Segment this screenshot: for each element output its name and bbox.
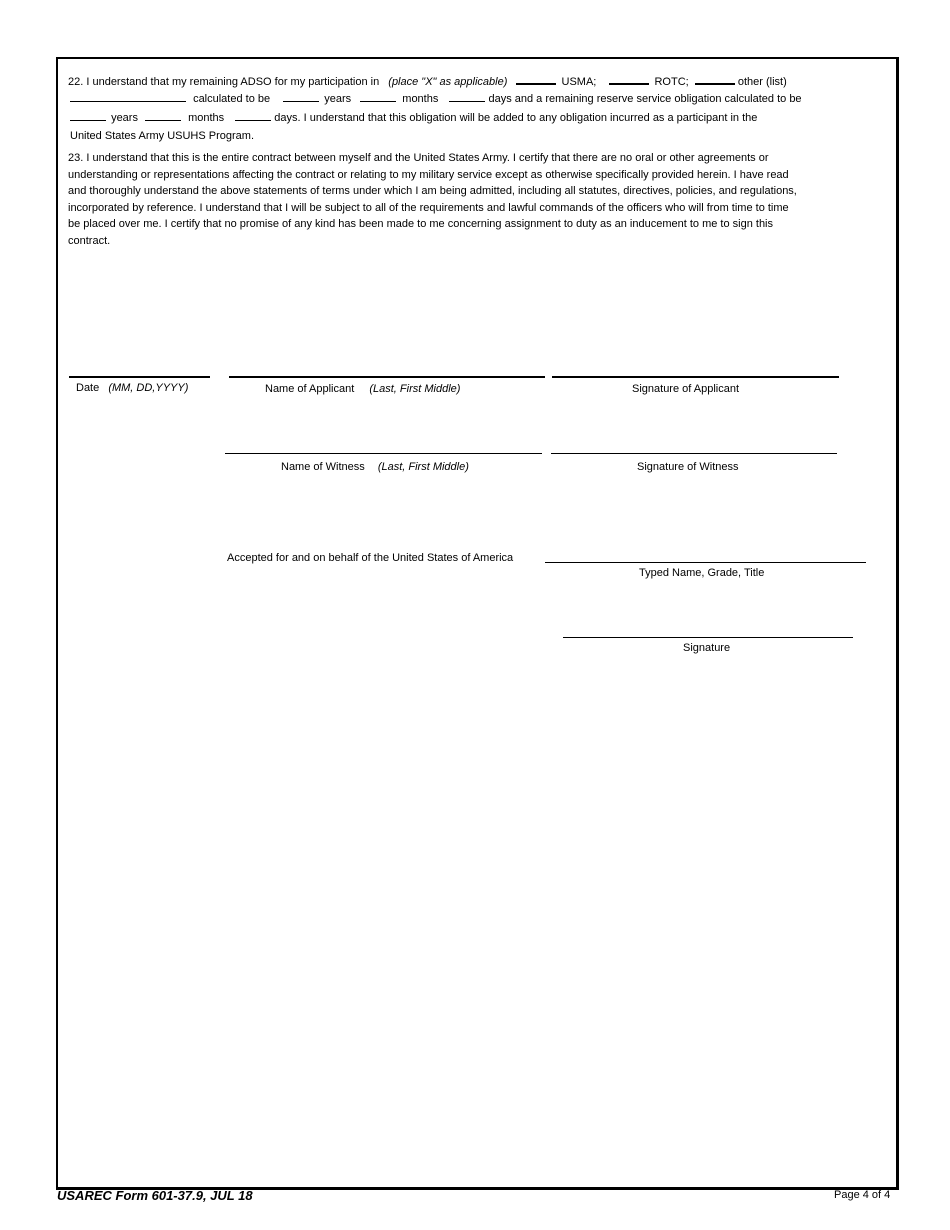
rotc-label: ROTC; <box>654 76 689 88</box>
item22-line1 <box>68 73 787 89</box>
item23-line: be placed over me. I certify that no promise of any kind has been made to me concerning assignment to duty as an inducement to me to sign this <box>68 218 773 230</box>
reserve-years-label: years <box>111 112 138 124</box>
item22-instruction: (place "X" as applicable) <box>388 76 508 88</box>
date-format: (MM, DD,YYYY) <box>108 382 189 394</box>
witness-signature-line[interactable] <box>551 453 837 454</box>
applicant-name-caption <box>265 383 460 396</box>
witness-name-caption <box>281 461 469 474</box>
reserve-months-blank[interactable] <box>145 110 181 121</box>
reserve-years-blank[interactable] <box>70 110 106 121</box>
witness-name-line[interactable] <box>225 453 542 454</box>
applicant-name-line[interactable] <box>229 376 545 378</box>
applicant-signature-label: Signature of Applicant <box>632 383 740 395</box>
program-text: United States Army USUHS Program. <box>70 130 255 142</box>
page-number: Page 4 of 4 <box>834 1189 891 1201</box>
applicant-name-label: Name of Applicant <box>265 383 355 395</box>
reserve-days-blank[interactable] <box>235 110 271 121</box>
other-label: other (list) <box>737 76 787 88</box>
item22-line2 <box>70 91 802 106</box>
adso-months-label: months <box>402 93 439 105</box>
applicant-signature-line[interactable] <box>552 376 839 378</box>
rotc-blank[interactable] <box>609 73 649 85</box>
witness-name-label: Name of Witness <box>281 461 365 473</box>
item22-line3 <box>70 110 757 125</box>
item23-line: 23. I understand that this is the entire contract between myself and the United States Army. I certify that there are no oral or other agreements or <box>68 152 769 164</box>
applicant-name-format: (Last, First Middle) <box>369 383 461 395</box>
adso-months-blank[interactable] <box>360 91 396 102</box>
typed-name-line[interactable] <box>545 562 866 563</box>
date-caption <box>76 382 188 395</box>
accepted-label: Accepted for and on behalf of the United States of America <box>227 552 514 564</box>
item23-paragraph <box>68 150 838 249</box>
usma-blank[interactable] <box>516 73 556 85</box>
adso-years-label: years <box>324 93 352 105</box>
obligation-text: days. I understand that this obligation will be added to any obligation incurred as a participant in the <box>274 112 758 124</box>
calc-label: calculated to be <box>193 93 271 105</box>
other-list-blank[interactable] <box>70 91 186 102</box>
item23-line: and thoroughly understand the above statements of terms under which I am being admitted, including all statutes, directives, policies, and regulations, <box>68 185 797 197</box>
adso-years-blank[interactable] <box>283 91 319 102</box>
form-id: USAREC Form 601-37.9, JUL 18 <box>57 1188 253 1203</box>
other-blank[interactable] <box>695 73 735 85</box>
date-label: Date <box>76 382 100 394</box>
witness-signature-label: Signature of Witness <box>637 461 739 473</box>
witness-name-format: (Last, First Middle) <box>377 461 469 473</box>
official-signature-line[interactable] <box>563 637 853 638</box>
usma-label: USMA; <box>561 76 597 88</box>
adso-days-blank[interactable] <box>449 91 485 102</box>
item22-intro: 22. I understand that my remaining ADSO for my participation in <box>68 76 380 88</box>
typed-name-label: Typed Name, Grade, Title <box>639 567 765 579</box>
date-line[interactable] <box>69 376 210 378</box>
reserve-text: days and a remaining reserve service obligation calculated to be <box>488 93 802 105</box>
official-signature-label: Signature <box>683 642 731 654</box>
item23-line: incorporated by reference. I understand that I will be subject to all of the requirements and lawful commands of the officers who will from time to time <box>68 201 789 214</box>
reserve-months-label: months <box>188 112 225 124</box>
item23-line: understanding or representations affecting the contract or relating to my military service except as otherwise specifically provided herein. I have read <box>68 168 789 181</box>
item23-line: contract. <box>68 234 111 247</box>
